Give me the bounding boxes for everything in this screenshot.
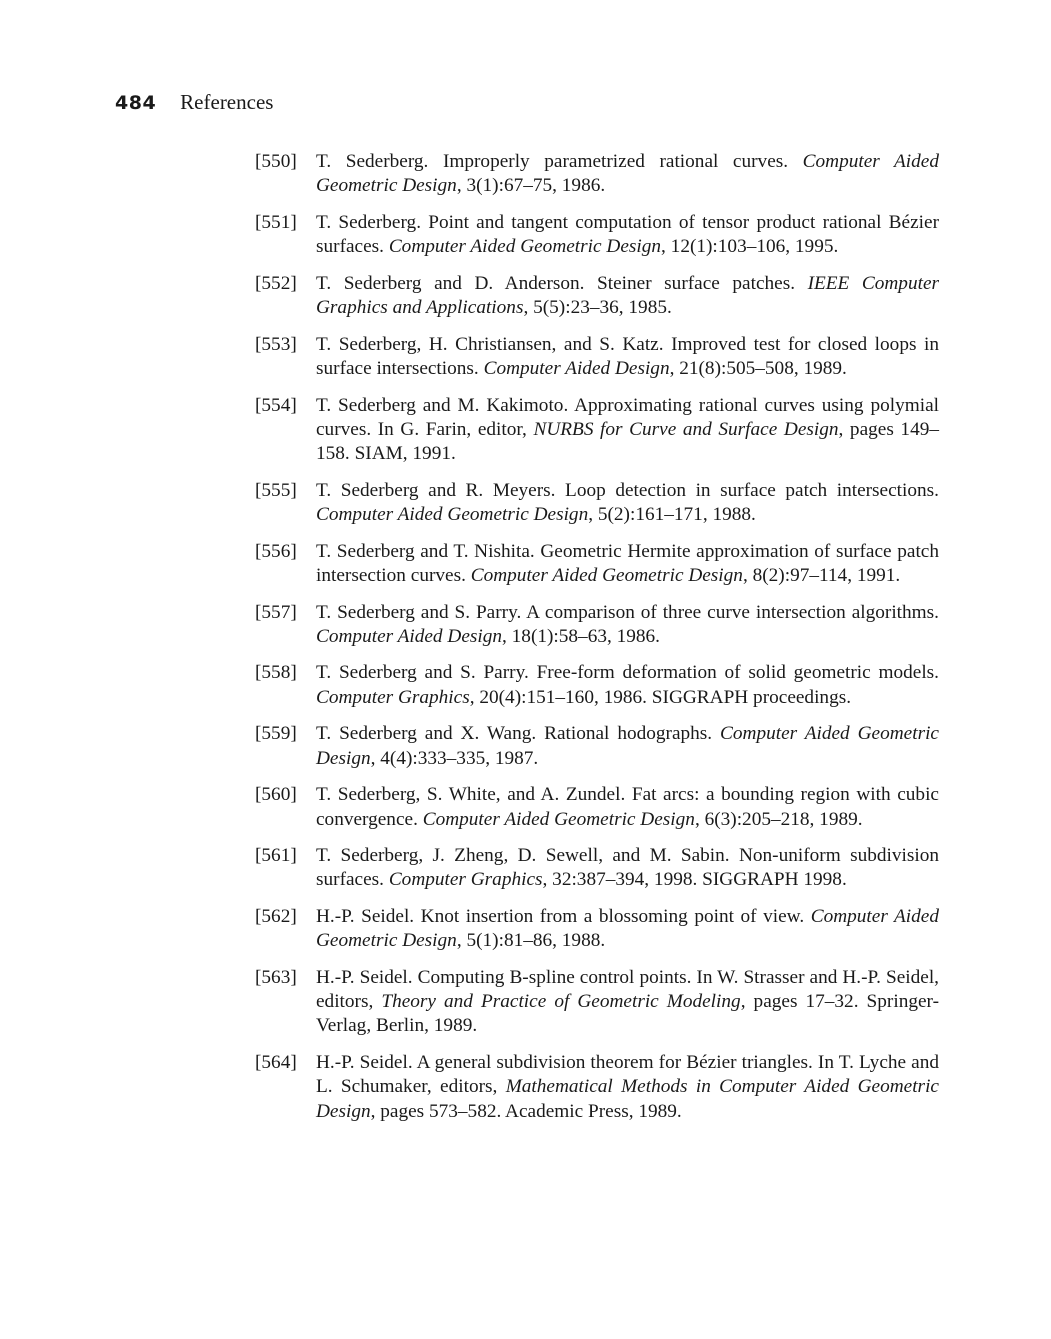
- reference-entry: [255, 333, 939, 382]
- reference-text: H.-P. Seidel. Computing B-spline control points. In W. Strasser and H.-P. Seidel, editors, Theory and Practice of Geometric Modeling, pages 17–32. Springer-Verlag, Berlin, 1989.: [316, 966, 939, 1037]
- reference-text: T. Sederberg and S. Parry. Free-form deformation of solid geometric models. Computer Graphics, 20(4):151–160, 1986. SIGGRAPH proceedings.: [316, 662, 939, 708]
- reference-label: [563]: [255, 966, 297, 988]
- reference-venue: Computer Aided Geometric Design: [470, 564, 743, 586]
- reference-label: [561]: [255, 845, 297, 867]
- running-head-title: References: [180, 90, 274, 114]
- reference-entry: [255, 844, 939, 893]
- reference-text: H.-P. Seidel. A general subdivision theorem for Bézier triangles. In T. Lyche and L. Schumaker, editors, Mathematical Methods in Computer Aided Geometric Design, pages 573–582. Academic Press, 1989.: [316, 1052, 939, 1122]
- reference-venue: Computer Aided Geometric Design: [422, 808, 695, 830]
- reference-venue: Computer Aided Geometric Design: [316, 723, 939, 769]
- reference-venue: IEEE Computer Graphics and Applications: [316, 272, 940, 319]
- reference-entry: [255, 540, 939, 589]
- reference-entry: [255, 272, 939, 321]
- reference-venue: Computer Aided Geometric Design: [316, 905, 939, 952]
- reference-entry: [255, 394, 939, 467]
- reference-entry: [255, 1051, 939, 1124]
- reference-label: [559]: [255, 723, 297, 745]
- reference-entry: [255, 783, 939, 832]
- reference-label: [560]: [255, 784, 297, 806]
- reference-label: [558]: [255, 662, 297, 684]
- reference-label: [562]: [255, 905, 297, 927]
- reference-entry: [255, 722, 939, 771]
- reference-label: [554]: [255, 394, 297, 416]
- reference-entry: [255, 211, 939, 260]
- reference-venue: Computer Aided Design: [483, 357, 670, 379]
- reference-label: [564]: [255, 1052, 297, 1074]
- reference-label: [552]: [255, 272, 297, 294]
- reference-text: T. Sederberg and S. Parry. A comparison of three curve intersection algorithms. Computer Aided Design, 18(1):58–63, 1986.: [316, 601, 939, 647]
- reference-venue: Computer Aided Geometric Design: [388, 236, 662, 258]
- reference-text: T. Sederberg, J. Zheng, D. Sewell, and M. Sabin. Non-uniform subdivision surfaces. Computer Graphics, 32:387–394, 1998. SIGGRAPH 1998.: [316, 845, 939, 891]
- reference-text: T. Sederberg and X. Wang. Rational hodographs. Computer Aided Geometric Design, 4(4):333–335, 1987.: [316, 723, 939, 769]
- reference-entry: [255, 479, 939, 528]
- reference-venue: Computer Aided Geometric Design: [316, 151, 939, 197]
- reference-label: [550]: [255, 151, 297, 172]
- reference-text: T. Sederberg and R. Meyers. Loop detection in surface patch intersections. Computer Aided Geometric Design, 5(2):161–171, 1988.: [316, 479, 939, 526]
- page-number: 484: [115, 92, 157, 114]
- running-head: [115, 90, 273, 115]
- reference-text: T. Sederberg, S. White, and A. Zundel. Fat arcs: a bounding region with cubic convergence. Computer Aided Geometric Design, 6(3):205–218, 1989.: [316, 784, 939, 830]
- reference-venue: Theory and Practice of Geometric Modeling: [381, 991, 741, 1013]
- reference-venue: Computer Graphics: [316, 686, 470, 708]
- reference-entry: [255, 601, 939, 650]
- reference-text: T. Sederberg. Improperly parametrized rational curves. Computer Aided Geometric Design, 3(1):67–75, 1986.: [316, 151, 939, 197]
- reference-venue: Computer Graphics: [388, 869, 543, 891]
- reference-text: H.-P. Seidel. Knot insertion from a blossoming point of view. Computer Aided Geometric Design, 5(1):81–86, 1988.: [316, 905, 939, 952]
- reference-label: [551]: [255, 211, 297, 233]
- reference-venue: Computer Aided Geometric Design: [316, 504, 589, 526]
- reference-text: T. Sederberg and T. Nishita. Geometric Hermite approximation of surface patch intersection curves. Computer Aided Geometric Design, 8(2):97–114, 1991.: [316, 540, 939, 586]
- reference-entry: [255, 905, 939, 954]
- reference-label: [555]: [255, 479, 297, 501]
- reference-venue: Computer Aided Design: [316, 625, 503, 647]
- reference-entry: [255, 966, 939, 1039]
- reference-entry: [255, 661, 939, 710]
- reference-venue: Mathematical Methods in Computer Aided Geometric Design: [316, 1076, 939, 1122]
- reference-text: T. Sederberg, H. Christiansen, and S. Katz. Improved test for closed loops in surface intersections. Computer Aided Design, 21(8):505–508, 1989.: [316, 333, 939, 379]
- reference-entry: [255, 150, 939, 199]
- reference-label: [553]: [255, 333, 297, 355]
- reference-venue: NURBS for Curve and Surface Design: [533, 418, 839, 440]
- reference-label: [557]: [255, 601, 297, 623]
- reference-text: T. Sederberg. Point and tangent computation of tensor product rational Bézier surfaces. Computer Aided Geometric Design, 12(1):103–106, 1995.: [316, 211, 939, 258]
- reference-list: [255, 150, 939, 1136]
- reference-label: [556]: [255, 540, 297, 562]
- reference-text: T. Sederberg and D. Anderson. Steiner surface patches. IEEE Computer Graphics and Applications, 5(5):23–36, 1985.: [316, 272, 940, 319]
- reference-text: T. Sederberg and M. Kakimoto. Approximating rational curves using polymial curves. In G. Farin, editor, NURBS for Curve and Surface Design, pages 149–158. SIAM, 1991.: [316, 394, 939, 465]
